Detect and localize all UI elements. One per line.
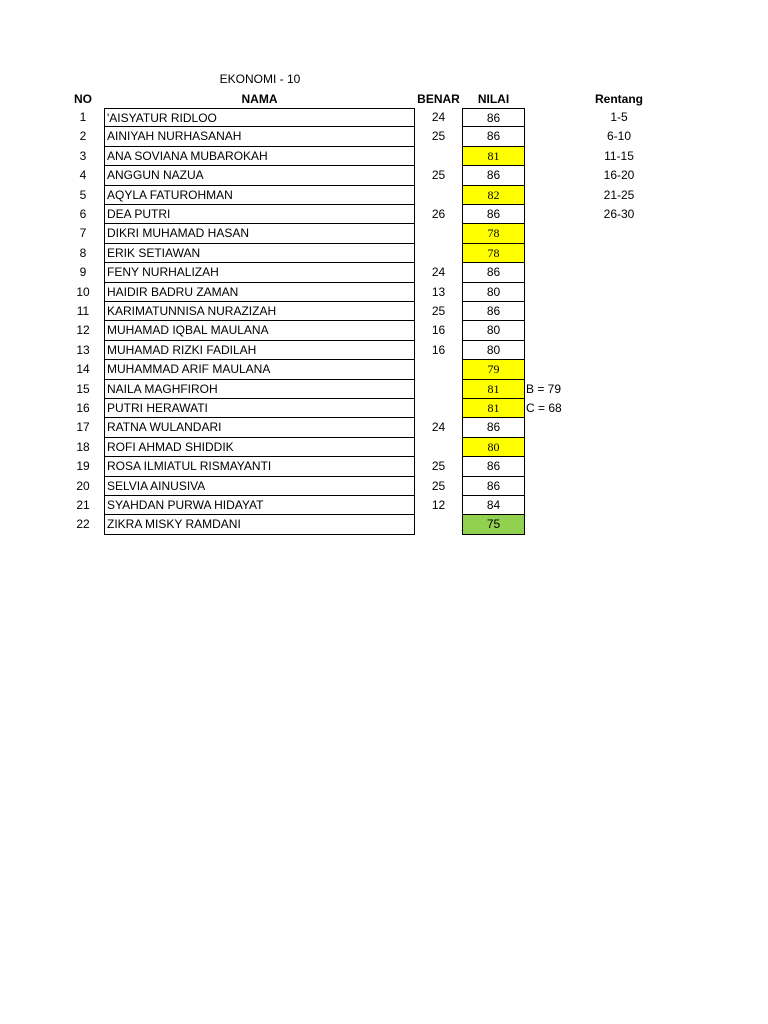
table-row <box>0 205 768 224</box>
table-row <box>0 127 768 146</box>
cell-benar[interactable] <box>415 224 462 243</box>
cell-nilai[interactable]: 78 <box>462 244 525 263</box>
cell-nilai[interactable]: 86 <box>462 205 525 224</box>
cell-nilai[interactable]: 81 <box>462 380 525 399</box>
cell-benar[interactable] <box>415 515 462 534</box>
table-row <box>0 341 768 360</box>
cell-nilai[interactable]: 82 <box>462 186 525 205</box>
cell-nilai[interactable]: 86 <box>462 127 525 146</box>
cell-nama[interactable]: DIKRI MUHAMAD HASAN <box>104 224 415 243</box>
table-row <box>0 166 768 185</box>
cell-nama[interactable]: NAILA MAGHFIROH <box>104 380 415 399</box>
table-row <box>0 224 768 243</box>
cell-nilai[interactable]: 78 <box>462 224 525 243</box>
cell-no[interactable]: 9 <box>79 265 87 280</box>
cell-rentang[interactable]: 26-30 <box>603 207 635 221</box>
cell-no[interactable]: 17 <box>76 420 90 435</box>
cell-nilai[interactable]: 86 <box>462 302 525 321</box>
cell-benar[interactable]: 26 <box>431 207 446 221</box>
cell-nama[interactable]: ANA SOVIANA MUBAROKAH <box>104 147 415 166</box>
cell-no[interactable]: 8 <box>79 245 87 260</box>
table-row <box>0 244 768 263</box>
cell-benar[interactable]: 16 <box>431 323 446 338</box>
cell-nama[interactable]: SYAHDAN PURWA HIDAYAT <box>104 496 415 515</box>
cell-benar[interactable] <box>415 244 462 263</box>
table-row <box>0 418 768 437</box>
table-row <box>0 380 768 399</box>
table-row <box>0 360 768 379</box>
header-no: NO <box>74 92 92 106</box>
cell-nama[interactable]: DEA PUTRI <box>104 205 415 224</box>
table-row <box>0 108 768 127</box>
cell-nilai[interactable]: 80 <box>462 321 525 340</box>
cell-benar[interactable]: 25 <box>431 459 446 474</box>
cell-nama[interactable]: MUHAMAD RIZKI FADILAH <box>104 341 415 360</box>
table-row <box>0 515 768 534</box>
table-row <box>0 263 768 282</box>
cell-nama[interactable]: ZIKRA MISKY RAMDANI <box>104 515 415 534</box>
cell-benar[interactable] <box>415 147 462 166</box>
cell-rentang[interactable]: 6-10 <box>606 129 632 144</box>
cell-nama[interactable]: KARIMATUNNISA NURAZIZAH <box>104 302 415 321</box>
cell-nilai[interactable]: 86 <box>462 263 525 282</box>
cell-no[interactable]: 19 <box>76 459 90 474</box>
cell-nama[interactable]: ANGGUN NAZUA <box>104 166 415 185</box>
cell-nilai[interactable]: 79 <box>462 360 525 379</box>
cell-benar[interactable]: 13 <box>431 284 446 299</box>
cell-no[interactable]: 16 <box>76 401 90 415</box>
cell-benar[interactable] <box>415 399 462 418</box>
cell-benar[interactable]: 12 <box>431 498 446 512</box>
cell-note[interactable]: B = 79 <box>526 381 562 396</box>
cell-nama[interactable]: AQYLA FATUROHMAN <box>104 186 415 205</box>
cell-nama[interactable]: MUHAMAD IQBAL MAULANA <box>104 321 415 340</box>
cell-benar[interactable]: 24 <box>431 110 446 124</box>
table-row <box>0 438 768 457</box>
cell-no[interactable]: 14 <box>76 362 90 377</box>
header-nilai: NILAI <box>477 92 510 106</box>
header-rentang: Rentang <box>595 92 643 106</box>
cell-nilai[interactable]: 86 <box>462 166 525 185</box>
cell-no[interactable]: 21 <box>76 498 90 512</box>
cell-benar[interactable]: 25 <box>431 168 446 183</box>
cell-nama[interactable]: AINIYAH NURHASANAH <box>104 127 415 146</box>
table-row <box>0 399 768 418</box>
cell-benar[interactable] <box>415 438 462 457</box>
cell-rentang[interactable]: 16-20 <box>603 168 635 183</box>
cell-nilai[interactable]: 84 <box>462 496 525 515</box>
cell-no[interactable]: 22 <box>76 517 90 532</box>
cell-nama[interactable]: FENY NURHALIZAH <box>104 263 415 282</box>
cell-no[interactable]: 6 <box>79 207 87 221</box>
table-row <box>0 283 768 302</box>
cell-rentang[interactable]: 1-5 <box>610 110 628 124</box>
cell-nilai[interactable]: 81 <box>462 147 525 166</box>
cell-nilai[interactable]: 86 <box>462 108 525 127</box>
table-row <box>0 457 768 476</box>
cell-benar[interactable] <box>415 380 462 399</box>
cell-nama[interactable]: ERIK SETIAWAN <box>104 244 415 263</box>
cell-benar[interactable] <box>415 360 462 379</box>
cell-nama[interactable]: ROFI AHMAD SHIDDIK <box>104 438 415 457</box>
cell-nilai[interactable]: 86 <box>462 418 525 437</box>
cell-nilai[interactable]: 80 <box>462 438 525 457</box>
cell-no[interactable]: 3 <box>79 148 87 163</box>
cell-nama[interactable]: MUHAMMAD ARIF MAULANA <box>104 360 415 379</box>
cell-no[interactable]: 12 <box>76 323 90 338</box>
cell-nama[interactable]: 'AISYATUR RIDLOO <box>104 108 415 127</box>
table-row <box>0 302 768 321</box>
cell-benar[interactable] <box>415 186 462 205</box>
cell-nilai[interactable]: 86 <box>462 457 525 476</box>
cell-nilai[interactable]: 80 <box>462 283 525 302</box>
cell-no[interactable]: 20 <box>76 478 90 493</box>
table-row <box>0 186 768 205</box>
cell-no[interactable]: 1 <box>79 110 87 124</box>
cell-no[interactable]: 13 <box>76 342 90 357</box>
cell-no[interactable]: 2 <box>79 129 87 144</box>
cell-note[interactable]: C = 68 <box>526 401 562 415</box>
cell-nama[interactable]: SELVIA AINUSIVA <box>104 477 415 496</box>
cell-no[interactable]: 5 <box>79 187 87 202</box>
cell-no[interactable]: 4 <box>79 168 87 183</box>
table-row <box>0 477 768 496</box>
cell-benar[interactable]: 24 <box>431 265 446 280</box>
cell-no[interactable]: 7 <box>79 226 87 241</box>
table-row <box>0 321 768 340</box>
header-nama: NAMA <box>241 92 278 106</box>
cell-no[interactable]: 18 <box>76 439 90 454</box>
cell-nama[interactable]: ROSA ILMIATUL RISMAYANTI <box>104 457 415 476</box>
cell-nama[interactable]: HAIDIR BADRU ZAMAN <box>104 283 415 302</box>
cell-nilai[interactable]: 75 <box>462 515 525 534</box>
cell-benar[interactable]: 24 <box>431 420 446 435</box>
header-benar: BENAR <box>417 92 460 106</box>
cell-no[interactable]: 10 <box>76 284 90 299</box>
cell-no[interactable]: 11 <box>76 304 90 318</box>
cell-nilai[interactable]: 81 <box>462 399 525 418</box>
cell-benar[interactable]: 25 <box>431 304 446 318</box>
cell-no[interactable]: 15 <box>76 381 90 396</box>
sheet-title: EKONOMI - 10 <box>219 72 301 86</box>
cell-nama[interactable]: RATNA WULANDARI <box>104 418 415 437</box>
cell-benar[interactable]: 16 <box>431 342 446 357</box>
cell-benar[interactable]: 25 <box>431 478 446 493</box>
cell-rentang[interactable]: 21-25 <box>603 187 635 202</box>
table-row <box>0 147 768 166</box>
table-row <box>0 496 768 515</box>
cell-rentang[interactable]: 11-15 <box>604 148 634 163</box>
cell-nama[interactable]: PUTRI HERAWATI <box>104 399 415 418</box>
cell-nilai[interactable]: 80 <box>462 341 525 360</box>
cell-benar[interactable]: 25 <box>431 129 446 144</box>
cell-nilai[interactable]: 86 <box>462 477 525 496</box>
